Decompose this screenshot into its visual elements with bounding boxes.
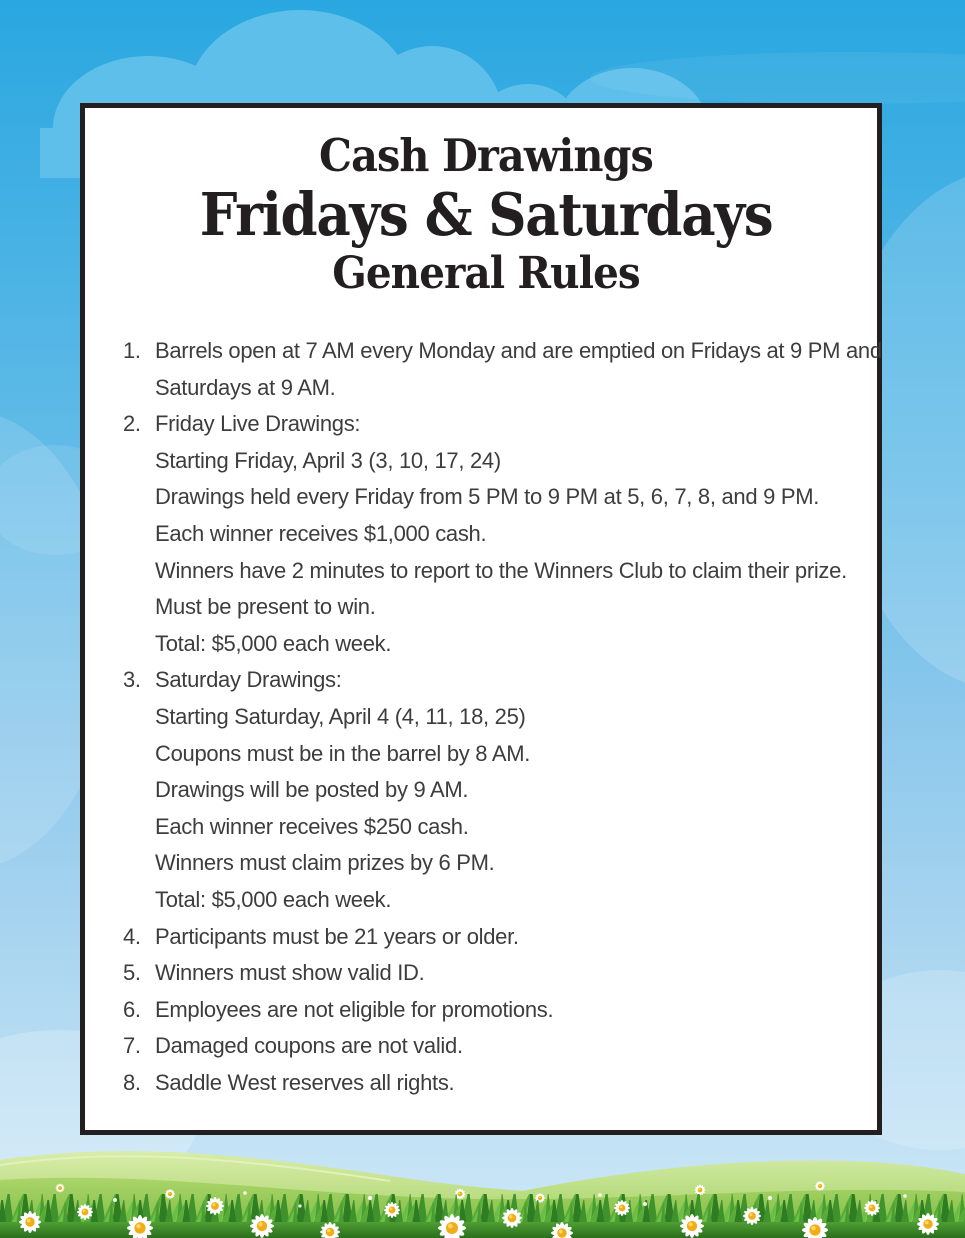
rule-text: Coupons must be in the barrel by 8 AM. [155, 740, 531, 766]
rule-line [123, 882, 849, 919]
rule-number-spacer [123, 479, 155, 516]
rule-number: 5. [123, 960, 141, 986]
rule-text: Each winner receives $1,000 cash. [155, 520, 487, 546]
rule-number: 4. [123, 923, 141, 949]
rule-line [123, 553, 849, 590]
rule-line [123, 1065, 849, 1102]
rule-number: 3. [123, 667, 141, 693]
rule-number-spacer [123, 845, 155, 882]
rule-line [123, 845, 849, 882]
rule-text: Must be present to win. [155, 594, 376, 620]
rule-text: Damaged coupons are not valid. [155, 1033, 463, 1059]
rule-line [123, 406, 849, 443]
rule-text: Total: $5,000 each week. [155, 886, 392, 912]
rule-line [123, 516, 849, 553]
rule-text: Drawings held every Friday from 5 PM to 9 PM at 5, 6, 7, 8, and 9 PM. [155, 484, 820, 510]
rule-line [123, 443, 849, 480]
title-general-rules: General Rules [332, 248, 640, 299]
rule-text: Saturday Drawings: [155, 667, 342, 693]
rule-number-spacer [123, 589, 155, 626]
rule-line [123, 333, 882, 370]
rule-number-spacer [123, 370, 155, 407]
rule-text: Barrels open at 7 AM every Monday and are emptied on Fridays at 9 PM and [155, 338, 882, 363]
rule-line [123, 662, 849, 699]
rule-text: Each winner receives $250 cash. [155, 813, 469, 839]
rule-text: Starting Friday, April 3 (3, 10, 17, 24) [155, 447, 501, 473]
rule-number-spacer [123, 882, 155, 919]
rule-number-spacer [123, 443, 155, 480]
rule-text: Winners must claim prizes by 6 PM. [155, 850, 495, 876]
rule-text: Employees are not eligible for promotions. [155, 996, 554, 1022]
rule-line [123, 809, 849, 846]
rule-line [123, 919, 849, 956]
rule-line [123, 626, 849, 663]
rule-text: Participants must be 21 years or older. [155, 923, 519, 949]
rule-text: Friday Live Drawings: [155, 411, 361, 437]
rule-number: 6. [123, 996, 141, 1022]
rule-text: Drawings will be posted by 9 AM. [155, 777, 469, 803]
rule-number-spacer [123, 809, 155, 846]
rule-number-spacer [123, 736, 155, 773]
rule-number: 2. [123, 411, 141, 437]
rule-line [123, 772, 849, 809]
rule-line [123, 1028, 849, 1065]
rules-list [123, 333, 882, 1101]
rule-text: Saturdays at 9 AM. [155, 374, 336, 400]
rule-text: Saddle West reserves all rights. [155, 1069, 455, 1095]
rule-number-spacer [123, 626, 155, 663]
title-cash-drawings: Cash Drawings [319, 129, 653, 182]
rule-line [123, 955, 849, 992]
rule-line [123, 370, 849, 407]
rule-number-spacer [123, 772, 155, 809]
rule-number-spacer [123, 699, 155, 736]
rule-line [123, 589, 849, 626]
rule-line [123, 699, 849, 736]
rule-number-spacer [123, 516, 155, 553]
rule-text: Winners have 2 minutes to report to the Winners Club to claim their prize. [155, 557, 847, 583]
rule-number-spacer [123, 553, 155, 590]
rule-text: Total: $5,000 each week. [155, 630, 392, 656]
meadow-graphic [0, 1138, 965, 1238]
rule-number: 7. [123, 1033, 141, 1059]
rules-card [80, 103, 882, 1135]
rule-line [123, 992, 849, 1029]
rule-line [123, 736, 849, 773]
rule-text: Winners must show valid ID. [155, 960, 425, 986]
rule-number: 1. [123, 338, 141, 363]
rule-line [123, 479, 849, 516]
rule-text: Starting Saturday, April 4 (4, 11, 18, 25) [155, 703, 526, 729]
rule-number: 8. [123, 1069, 141, 1095]
title-fridays-saturdays: Fridays & Saturdays [199, 180, 773, 249]
